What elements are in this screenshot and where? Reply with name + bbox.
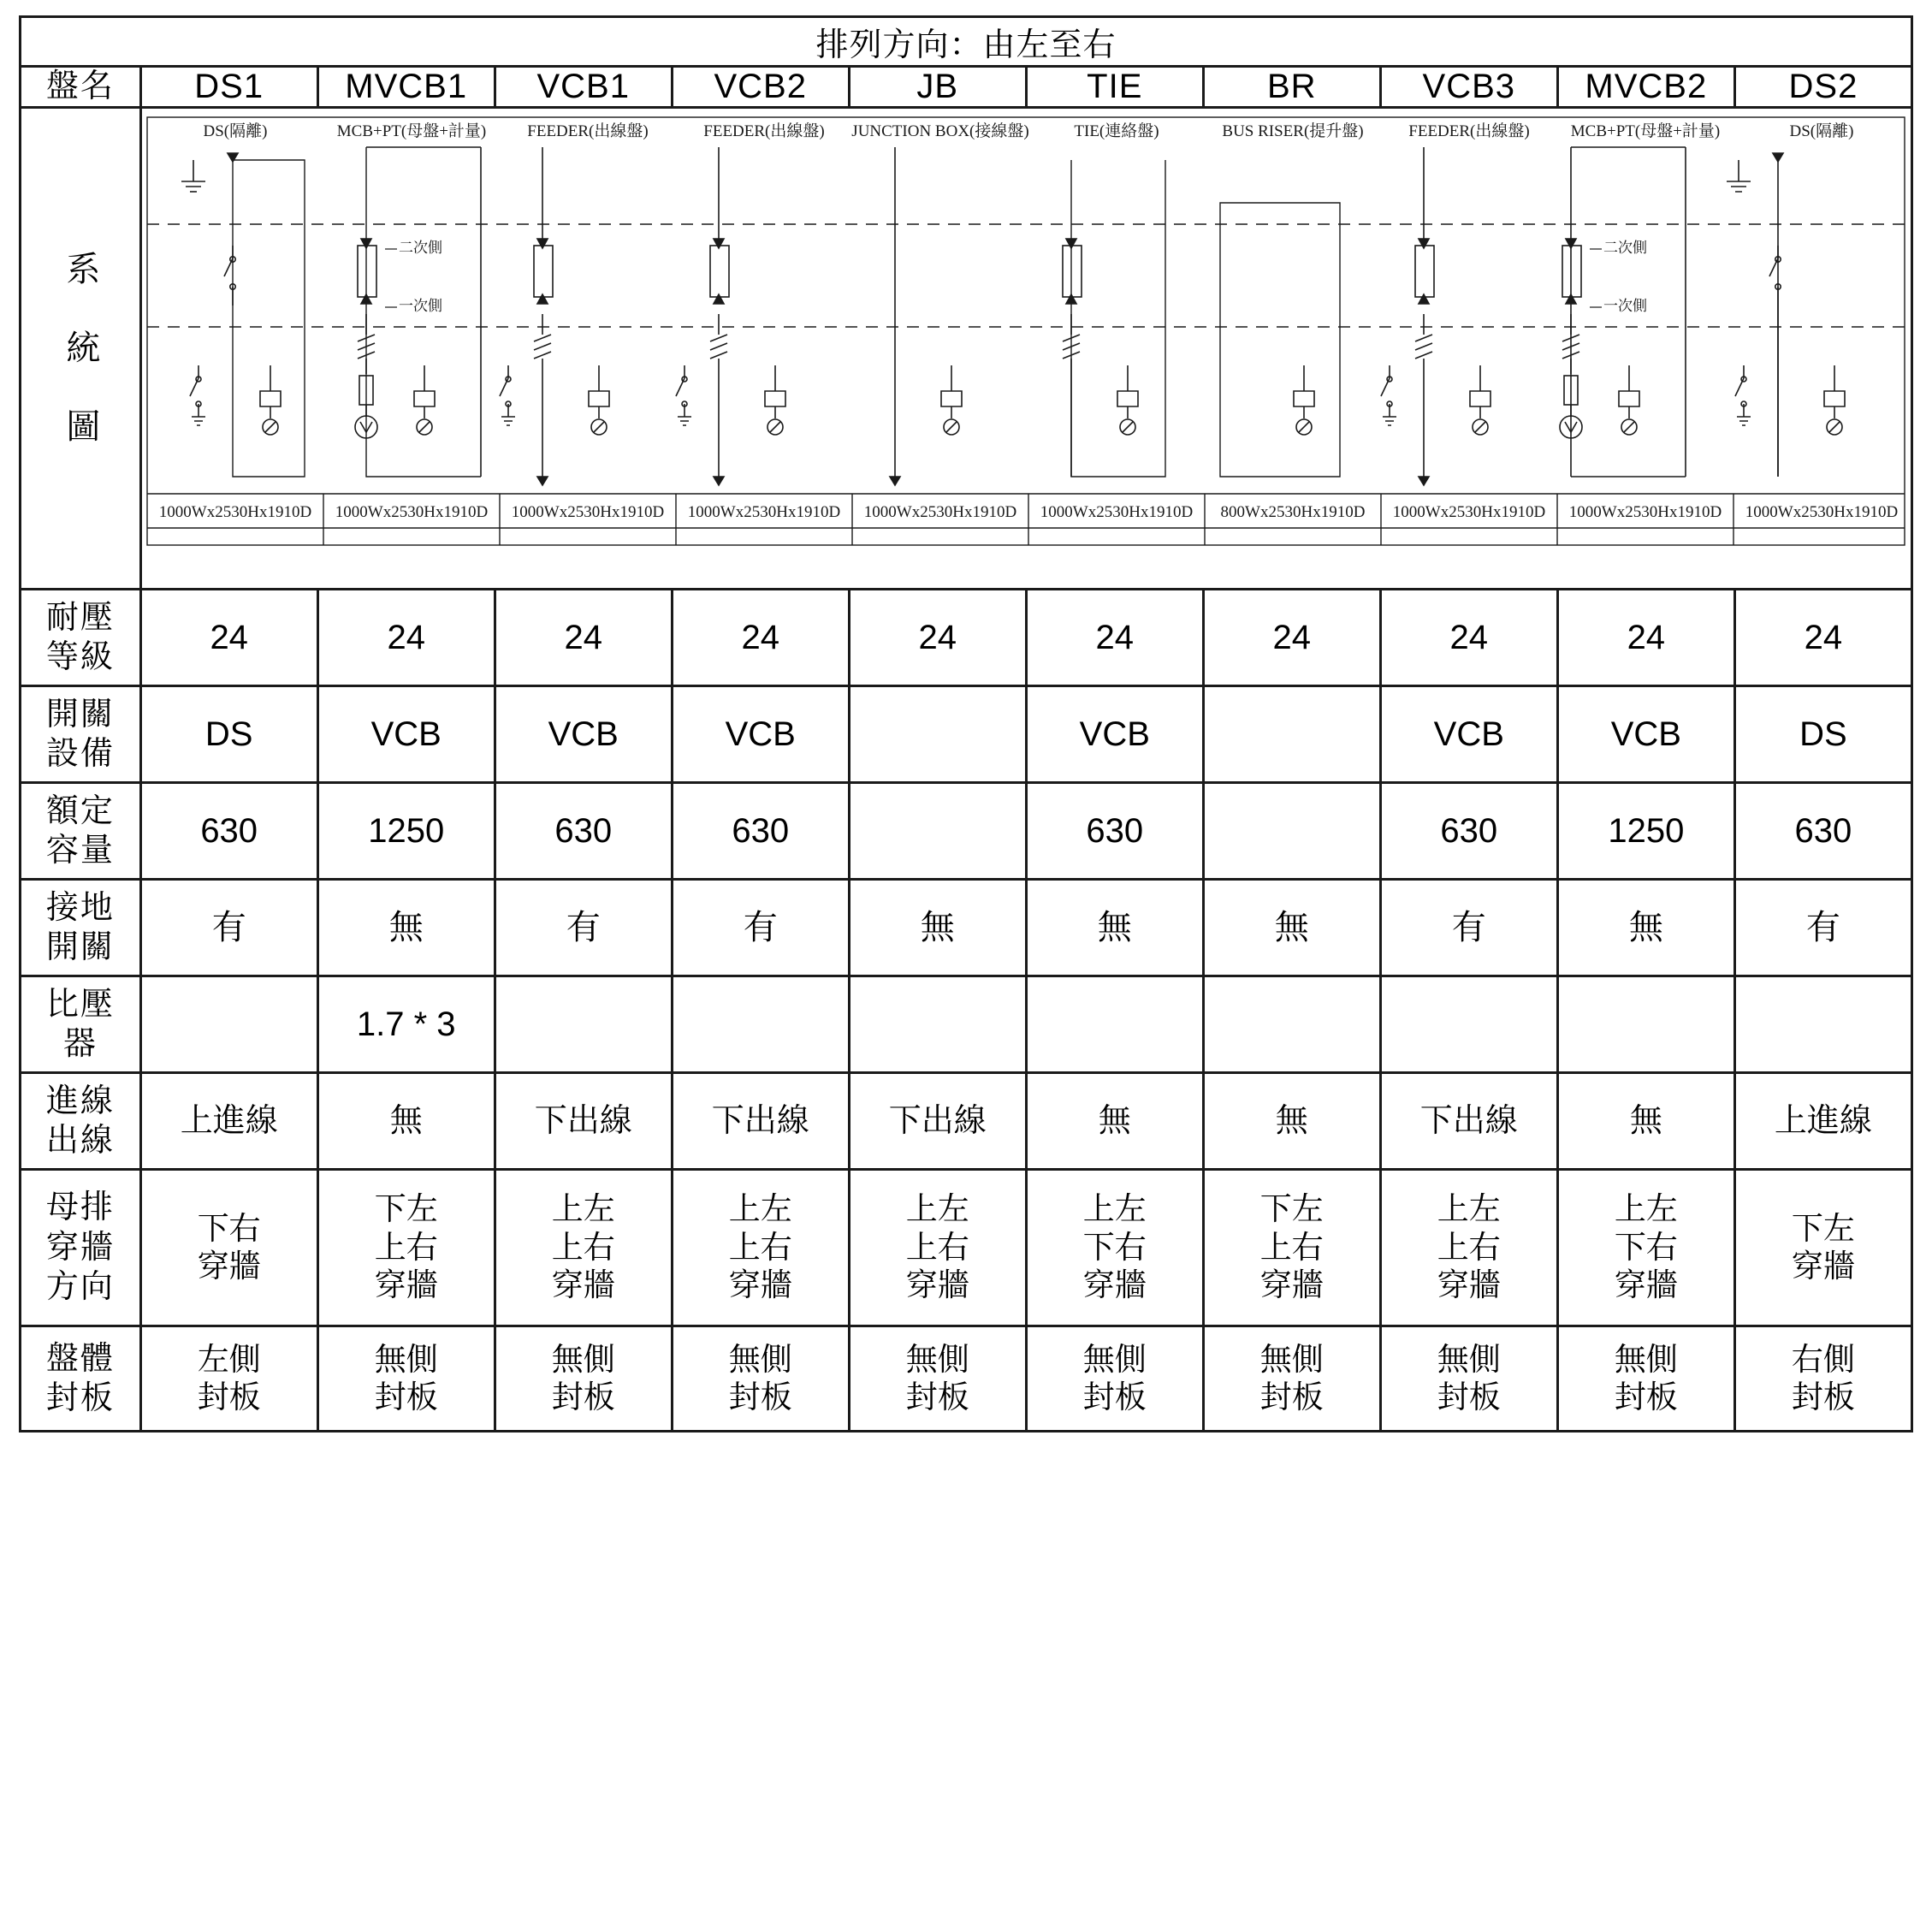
row-label-withstand-voltage [21, 590, 141, 686]
cell-busbar-6 [1203, 1170, 1380, 1326]
arrangement-direction-label: 排列方向：由左至右 [21, 17, 1912, 67]
row-switchgear [21, 686, 1912, 783]
cell-busbar-9 [1734, 1170, 1911, 1326]
row-label-line: 開關 [45, 696, 115, 733]
cell-pt-9 [1734, 976, 1911, 1073]
cell-line: 下右 [1082, 1229, 1147, 1265]
row-earthing-switch [21, 880, 1912, 976]
cell-cover-1 [317, 1326, 495, 1432]
row-incoming-outgoing [21, 1073, 1912, 1170]
cell-line: 下右 [1614, 1229, 1678, 1265]
cell-capacity-8: 1250 [1557, 783, 1734, 880]
panel-type-label-7: FEEDER(出線盤) [1408, 122, 1530, 140]
panel-header-tie: TIE [1026, 67, 1203, 108]
cell-switchgear-3: VCB [672, 686, 849, 783]
cell-line: 穿牆 [1259, 1267, 1324, 1303]
cell-line: 上左 [1082, 1191, 1147, 1227]
cell-line: 無側 [374, 1341, 438, 1377]
cell-withstand-1: 24 [317, 590, 495, 686]
cell-pt-3 [672, 976, 849, 1073]
cell-cover-0 [140, 1326, 317, 1432]
row-label-line: 額定 [45, 792, 115, 829]
row-label-line: 母排 [45, 1189, 115, 1226]
cell-line: 上右 [1259, 1229, 1324, 1265]
cell-line: 穿牆 [1614, 1267, 1678, 1303]
cell-cover-4 [849, 1326, 1026, 1432]
row-label-potential-transformer [21, 976, 141, 1073]
cell-pt-5 [1026, 976, 1203, 1073]
cell-busbar-1 [317, 1170, 495, 1326]
panel-dimension-8: 1000Wx2530Hx1910D [1568, 503, 1722, 521]
cell-line: 下左 [1791, 1210, 1855, 1246]
panel-dimension-6: 800Wx2530Hx1910D [1220, 503, 1366, 521]
cell-line: 穿牆 [374, 1267, 438, 1303]
cell-withstand-8: 24 [1557, 590, 1734, 686]
cell-pt-0 [140, 976, 317, 1073]
cell-inout-2: 下出線 [495, 1073, 672, 1170]
cell-inout-1: 無 [317, 1073, 495, 1170]
row-busbar-wall-direction [21, 1170, 1912, 1326]
cell-cover-7 [1380, 1326, 1557, 1432]
panel-header-mvcb2: MVCB2 [1557, 67, 1734, 108]
cell-line: 無側 [1437, 1341, 1501, 1377]
cell-inout-7: 下出線 [1380, 1073, 1557, 1170]
cell-pt-6 [1203, 976, 1380, 1073]
cell-line: 上左 [1614, 1191, 1678, 1227]
row-label-busbar-wall-direction [21, 1170, 141, 1326]
cell-pt-2 [495, 976, 672, 1073]
panel-type-label-2: FEEDER(出線盤) [526, 122, 649, 140]
cell-line: 穿牆 [1437, 1267, 1501, 1303]
cell-line: 下右 [197, 1210, 261, 1246]
cell-line: 封板 [197, 1379, 261, 1415]
row-label-line: 設備 [45, 736, 115, 772]
cell-switchgear-5: VCB [1026, 686, 1203, 783]
panel-type-label-0: DS(隔離) [203, 122, 268, 140]
cell-line: 穿牆 [1082, 1267, 1147, 1303]
cell-earthing-5: 無 [1026, 880, 1203, 976]
cell-capacity-2: 630 [495, 783, 672, 880]
cell-line: 封板 [728, 1379, 792, 1415]
row-potential-transformer [21, 976, 1912, 1073]
cell-earthing-0: 有 [140, 880, 317, 976]
row-label-incoming-outgoing [21, 1073, 141, 1170]
cell-switchgear-1: VCB [317, 686, 495, 783]
panel-name-row [21, 67, 1912, 108]
cell-busbar-5 [1026, 1170, 1203, 1326]
cell-switchgear-6 [1203, 686, 1380, 783]
cell-cover-8 [1557, 1326, 1734, 1432]
cell-line: 下左 [374, 1191, 438, 1227]
cell-line: 封板 [551, 1379, 615, 1415]
cell-line: 封板 [1259, 1379, 1324, 1415]
cell-switchgear-0: DS [140, 686, 317, 783]
cell-line: 無側 [1614, 1341, 1678, 1377]
row-label-line: 容量 [45, 833, 115, 869]
cell-line: 穿牆 [728, 1267, 792, 1303]
row-label-line: 進線 [45, 1083, 115, 1119]
cell-busbar-0 [140, 1170, 317, 1326]
cell-line: 封板 [1614, 1379, 1678, 1415]
cell-earthing-7: 有 [1380, 880, 1557, 976]
row-label-line: 封板 [45, 1380, 115, 1416]
cell-line: 上左 [551, 1191, 615, 1227]
panel-header-vcb1: VCB1 [495, 67, 672, 108]
cell-busbar-4 [849, 1170, 1026, 1326]
cell-pt-7 [1380, 976, 1557, 1073]
row-label-line: 等級 [45, 639, 115, 675]
cell-capacity-3: 630 [672, 783, 849, 880]
cell-switchgear-2: VCB [495, 686, 672, 783]
row-label-line: 開關 [45, 929, 115, 965]
panel-header-br: BR [1203, 67, 1380, 108]
cell-pt-1: 1.7 * 3 [317, 976, 495, 1073]
panel-header-vcb2: VCB2 [672, 67, 849, 108]
cell-withstand-4: 24 [849, 590, 1026, 686]
cell-busbar-2 [495, 1170, 672, 1326]
cell-line: 穿牆 [1791, 1249, 1855, 1284]
cell-line: 左側 [197, 1341, 261, 1377]
cell-line: 無側 [1259, 1341, 1324, 1377]
cell-earthing-1: 無 [317, 880, 495, 976]
row-label-line: 出線 [45, 1123, 115, 1159]
cell-line: 無側 [551, 1341, 615, 1377]
cell-pt-4 [849, 976, 1026, 1073]
panel-type-label-3: FEEDER(出線盤) [702, 122, 825, 140]
cell-withstand-3: 24 [672, 590, 849, 686]
row-label-rated-capacity [21, 783, 141, 880]
panel-dimension-5: 1000Wx2530Hx1910D [1040, 503, 1193, 521]
cell-switchgear-7: VCB [1380, 686, 1557, 783]
cell-line: 無側 [905, 1341, 969, 1377]
panel-header-ds1: DS1 [140, 67, 317, 108]
system-diagram-row-label-text: 系 統 圖 [61, 251, 99, 446]
cell-capacity-9: 630 [1734, 783, 1911, 880]
panel-type-label-1: MCB+PT(母盤+計量) [336, 122, 486, 140]
cell-line: 上左 [728, 1191, 792, 1227]
row-label-line: 穿牆 [45, 1229, 115, 1266]
panel-type-label-5: TIE(連絡盤) [1074, 122, 1159, 140]
cell-line: 穿牆 [905, 1267, 969, 1303]
cell-earthing-6: 無 [1203, 880, 1380, 976]
row-label-line: 器 [62, 1026, 98, 1062]
row-label-line: 接地 [45, 889, 115, 926]
row-label-earthing-switch [21, 880, 141, 976]
cell-cover-2 [495, 1326, 672, 1432]
cell-withstand-0: 24 [140, 590, 317, 686]
panel-type-label-6: BUS RISER(提升盤) [1222, 122, 1364, 140]
cell-line: 封板 [1082, 1379, 1147, 1415]
panel-schedule-table [19, 15, 1913, 1432]
cell-line: 上右 [905, 1229, 969, 1265]
row-withstand-voltage [21, 590, 1912, 686]
cell-line: 穿牆 [197, 1249, 261, 1284]
primary-side-label-mvcb2: 一次側 [1603, 298, 1647, 314]
cell-line: 右側 [1791, 1341, 1855, 1377]
cell-pt-8 [1557, 976, 1734, 1073]
row-label-line: 方向 [45, 1269, 115, 1306]
cell-inout-4: 下出線 [849, 1073, 1026, 1170]
cell-cover-5 [1026, 1326, 1203, 1432]
cell-capacity-4 [849, 783, 1026, 880]
cell-withstand-2: 24 [495, 590, 672, 686]
cell-capacity-6 [1203, 783, 1380, 880]
cell-earthing-9: 有 [1734, 880, 1911, 976]
panel-header-jb: JB [849, 67, 1026, 108]
cell-capacity-1: 1250 [317, 783, 495, 880]
cell-withstand-7: 24 [1380, 590, 1557, 686]
cell-line: 上右 [374, 1229, 438, 1265]
panel-type-label-4: JUNCTION BOX(接線盤) [850, 122, 1029, 140]
cell-busbar-7 [1380, 1170, 1557, 1326]
cell-capacity-7: 630 [1380, 783, 1557, 880]
panel-dimension-1: 1000Wx2530Hx1910D [335, 503, 488, 521]
panel-name-row-label: 盤名 [21, 67, 141, 108]
cell-earthing-2: 有 [495, 880, 672, 976]
panel-header-vcb3: VCB3 [1380, 67, 1557, 108]
panel-dimension-0: 1000Wx2530Hx1910D [158, 503, 311, 521]
cell-inout-8: 無 [1557, 1073, 1734, 1170]
row-label-line: 盤體 [45, 1340, 115, 1377]
arrangement-direction-row [21, 17, 1912, 67]
cell-withstand-6: 24 [1203, 590, 1380, 686]
cell-busbar-3 [672, 1170, 849, 1326]
secondary-side-label-mvcb1: 二次側 [398, 240, 442, 256]
row-label-line: 耐壓 [45, 599, 115, 636]
cell-earthing-8: 無 [1557, 880, 1734, 976]
cell-capacity-0: 630 [140, 783, 317, 880]
cell-inout-9: 上進線 [1734, 1073, 1911, 1170]
system-diagram-canvas [142, 109, 1911, 588]
secondary-side-label-mvcb2: 二次側 [1603, 240, 1647, 256]
cell-inout-5: 無 [1026, 1073, 1203, 1170]
cell-switchgear-9: DS [1734, 686, 1911, 783]
panel-header-mvcb1: MVCB1 [317, 67, 495, 108]
system-diagram-row-label [21, 108, 141, 590]
cell-inout-3: 下出線 [672, 1073, 849, 1170]
cell-inout-0: 上進線 [140, 1073, 317, 1170]
cell-line: 封板 [1437, 1379, 1501, 1415]
row-rated-capacity [21, 783, 1912, 880]
system-diagram-cell [140, 108, 1911, 590]
panel-dimension-7: 1000Wx2530Hx1910D [1392, 503, 1545, 521]
cell-line: 上右 [551, 1229, 615, 1265]
system-diagram-row [21, 108, 1912, 590]
row-label-line: 比壓 [45, 986, 115, 1023]
cell-earthing-3: 有 [672, 880, 849, 976]
cell-line: 上左 [1437, 1191, 1501, 1227]
cell-withstand-9: 24 [1734, 590, 1911, 686]
cell-withstand-5: 24 [1026, 590, 1203, 686]
panel-dimension-4: 1000Wx2530Hx1910D [863, 503, 1016, 521]
cell-line: 封板 [905, 1379, 969, 1415]
cell-cover-6 [1203, 1326, 1380, 1432]
cell-switchgear-4 [849, 686, 1026, 783]
cell-line: 上右 [728, 1229, 792, 1265]
panel-dimension-3: 1000Wx2530Hx1910D [687, 503, 840, 521]
cell-line: 無側 [728, 1341, 792, 1377]
cell-line: 封板 [1791, 1379, 1855, 1415]
cell-cover-3 [672, 1326, 849, 1432]
panel-header-ds2: DS2 [1734, 67, 1911, 108]
panel-dimension-2: 1000Wx2530Hx1910D [511, 503, 664, 521]
panel-dimension-9: 1000Wx2530Hx1910D [1745, 503, 1898, 521]
row-label-panel-end-cover [21, 1326, 141, 1432]
cell-inout-6: 無 [1203, 1073, 1380, 1170]
cell-line: 穿牆 [551, 1267, 615, 1303]
cell-line: 上右 [1437, 1229, 1501, 1265]
cell-busbar-8 [1557, 1170, 1734, 1326]
cell-line: 無側 [1082, 1341, 1147, 1377]
cell-line: 下左 [1259, 1191, 1324, 1227]
cell-capacity-5: 630 [1026, 783, 1203, 880]
cell-line: 封板 [374, 1379, 438, 1415]
system-diagram-svg [142, 109, 1910, 588]
cell-cover-9 [1734, 1326, 1911, 1432]
primary-side-label-mvcb1: 一次側 [398, 298, 442, 314]
row-panel-end-cover [21, 1326, 1912, 1432]
cell-line: 上左 [905, 1191, 969, 1227]
row-label-switchgear [21, 686, 141, 783]
cell-switchgear-8: VCB [1557, 686, 1734, 783]
cell-earthing-4: 無 [849, 880, 1026, 976]
panel-type-label-9: DS(隔離) [1789, 122, 1854, 140]
panel-type-label-8: MCB+PT(母盤+計量) [1570, 122, 1720, 140]
